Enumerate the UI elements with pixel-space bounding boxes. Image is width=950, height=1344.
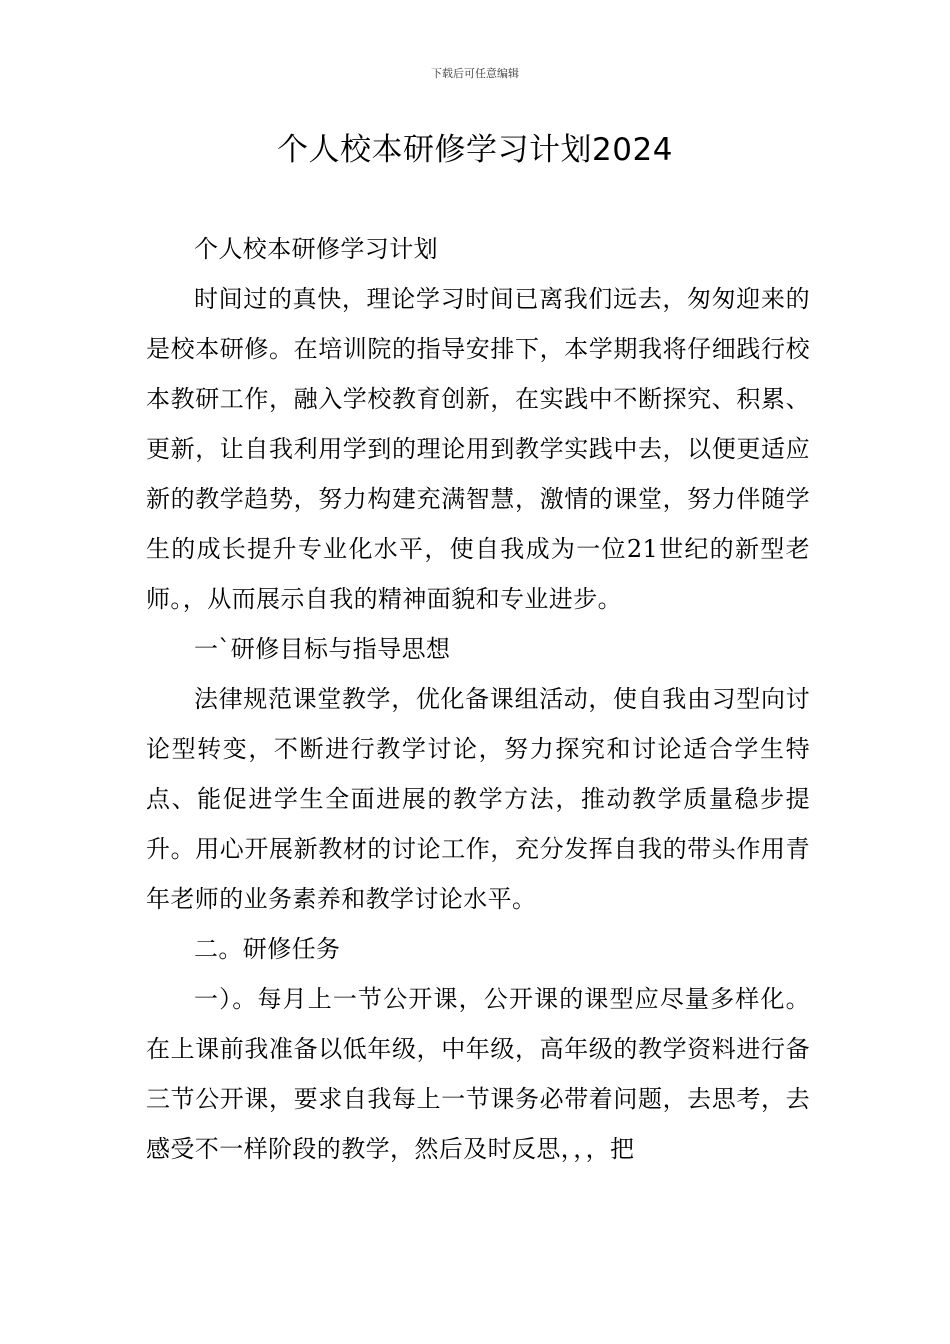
page-header-note: 下载后可任意编辑: [431, 67, 519, 80]
intro-paragraph: 时间过的真快，理论学习时间已离我们远去，匆匆迎来的是校本研修。在培训院的指导安排下，本学期我将仔细践行校本教研工作，融入学校教育创新，在实践中不断探究、积累、更新，让自我利用学到的理论用到教学实践中去，以便更适应新的教学趋势，努力构建充满智慧，激情的课堂，努力伴随学生的成长提升专业化水平，使自我成为一位21世纪的新型老师。，从而展示自我的精神面貌和专业进步。: [146, 285, 810, 613]
document-title: 个人校本研修学习计划2024: [277, 132, 673, 168]
goals-paragraph: 法律规范课堂教学，优化备课组活动，使自我由习型向讨论型转变，不断进行教学讨论，努力探究和讨论适合学生特点、能促进学生全面进展的教学方法，推动教学质量稳步提升。用心开展新教材的讨论工作，充分发挥自我的带头作用青年老师的业务素养和教学讨论水平。: [146, 685, 810, 913]
tasks-paragraph: 一）。每月上一节公开课，公开课的课型应尽量多样化。在上课前我准备以低年级，中年级，高年级的教学资料进行备三节公开课，要求自我每上一节课务必带着问题，去思考，去感受不一样阶段的教学，然后及时反思，，，把: [146, 985, 810, 1163]
section-heading-goals: 一`研修目标与指导思想: [194, 635, 451, 663]
document-body: [146, 224, 810, 1174]
subtitle-paragraph: 个人校本研修学习计划: [194, 235, 438, 263]
section-heading-tasks: 二。研修任务: [194, 935, 341, 963]
